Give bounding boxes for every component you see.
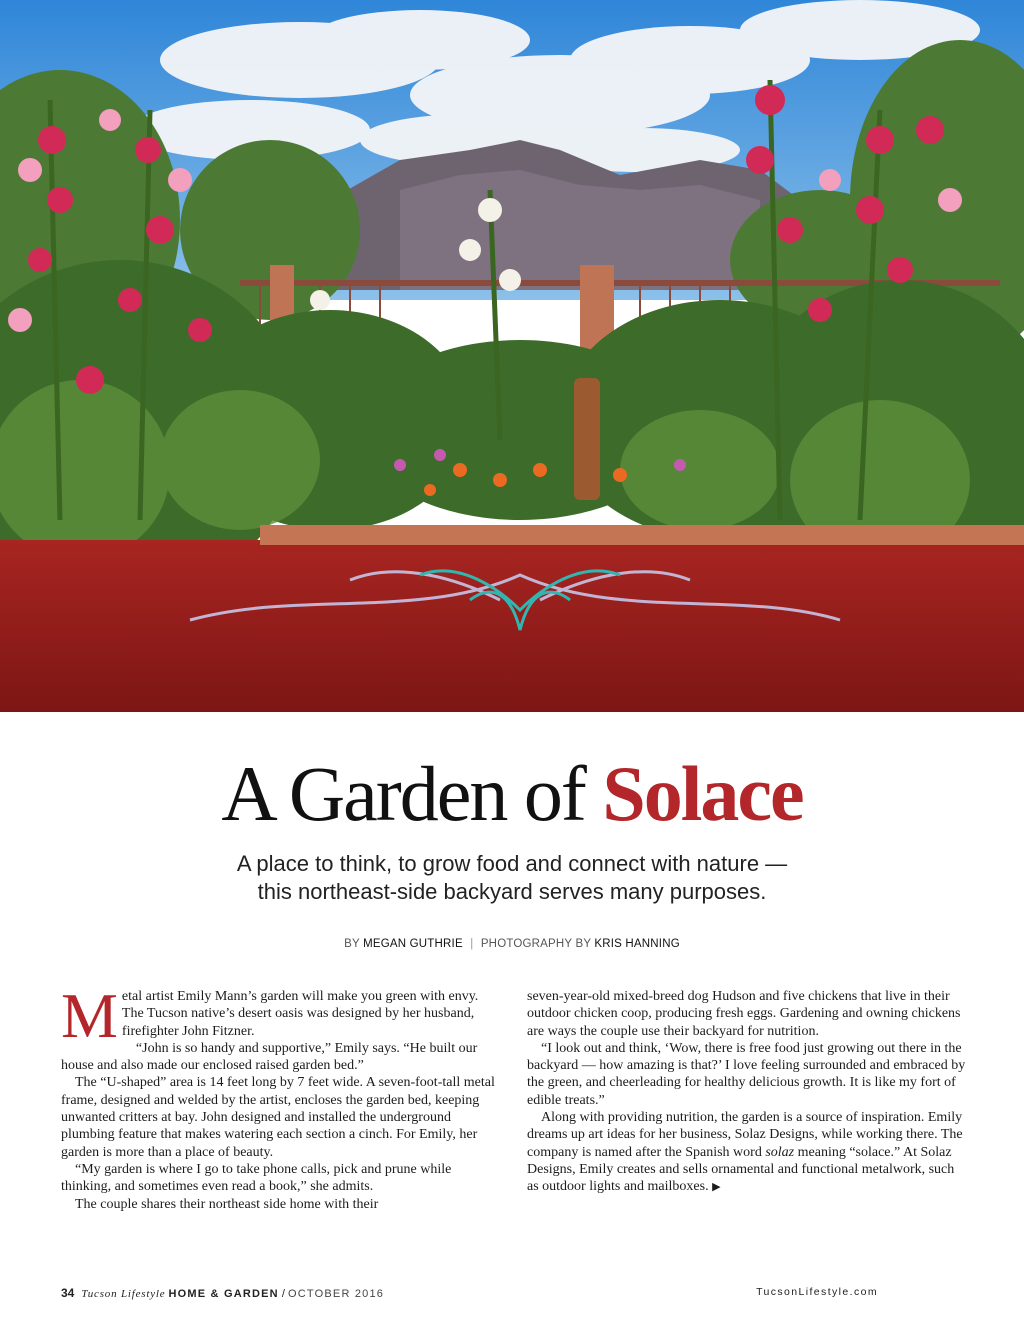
section-name: HOME & GARDEN: [168, 1288, 279, 1300]
paragraph: “I look out and think, ‘Wow, there is free food just growing out there in the backyard — how amazing is that?’ I love feeling surrounded and embraced by the green, and cheerleading for healthy delicious growth. It is like my fort of edible treats.”: [527, 1040, 966, 1108]
paragraph: seven-year-old mixed-breed dog Hudson and five chickens that live in their outdoor chicken coop, producing fresh eggs. Gardening and owning chickens are ways the couple use their backyard for nutrition.: [527, 989, 961, 1039]
deck-line-1: A place to think, to grow food and connect with nature —: [236, 851, 788, 876]
byline-author: MEGAN GUTHRIE: [363, 938, 463, 950]
article-column-left: [61, 980, 501, 1213]
byline-separator: |: [470, 938, 474, 950]
italic-word: solaz: [765, 1144, 795, 1160]
byline-photo-label: PHOTOGRAPHY BY: [480, 938, 591, 950]
byline: [0, 938, 1024, 950]
article-column-right: [527, 988, 967, 1197]
issue-date: OCTOBER 2016: [288, 1288, 385, 1300]
headline-plain: A Garden of: [221, 750, 603, 837]
deck-line-2: this northeast-side backyard serves many purposes.: [257, 879, 767, 904]
magazine-name: Tucson Lifestyle: [81, 1288, 166, 1300]
paragraph: “John is so handy and supportive,” Emily says. “He built our house and also made our enclosed raised garden bed.”: [61, 1040, 478, 1074]
headline-accent: Solace: [602, 750, 803, 837]
page-number: 34: [61, 1286, 75, 1300]
website-url: TucsonLifestyle.com: [756, 1286, 878, 1298]
article-headline: [0, 748, 1024, 840]
paragraph: Along with providing nutrition, the garden is a source of inspiration. Emily dreams up art ideas for her business, Solaz Designs, while working there. The company is named after the Spanish word solaz meaning “solace.” At Solaz Designs, Emily creates and sells ornamental and functional metalwork, such as outdoor lights and mailboxes. ▶: [527, 1110, 963, 1195]
byline-photographer: KRIS HANNING: [594, 938, 680, 950]
article-deck: [0, 850, 1024, 906]
paragraph: “My garden is where I go to take phone calls, pick and prune while thinking, and sometimes even read a book,” she admits.: [61, 1161, 452, 1195]
paragraph: The “U-shaped” area is 14 feet long by 7 feet wide. A seven-foot-tall metal frame, designed and welded by the artist, encloses the garden bed, keeping unwanted critters at bay. John designed and installed the underground plumbing feature that makes watering each section a cinch. For Emily, her garden is more than a place of beauty.: [61, 1075, 495, 1160]
paragraph: The couple shares their northeast side home with their: [75, 1196, 379, 1212]
paragraph: Metal artist Emily Mann’s garden will make you green with envy. The Tucson native’s desert oasis was designed by her husband, firefighter John Fitzner.: [61, 980, 479, 1051]
folio: [61, 1286, 384, 1300]
byline-by-label: BY: [344, 938, 360, 950]
end-mark-icon: ▶: [712, 1181, 721, 1194]
drop-cap: M: [61, 980, 118, 1051]
folio-divider: /: [281, 1288, 285, 1300]
